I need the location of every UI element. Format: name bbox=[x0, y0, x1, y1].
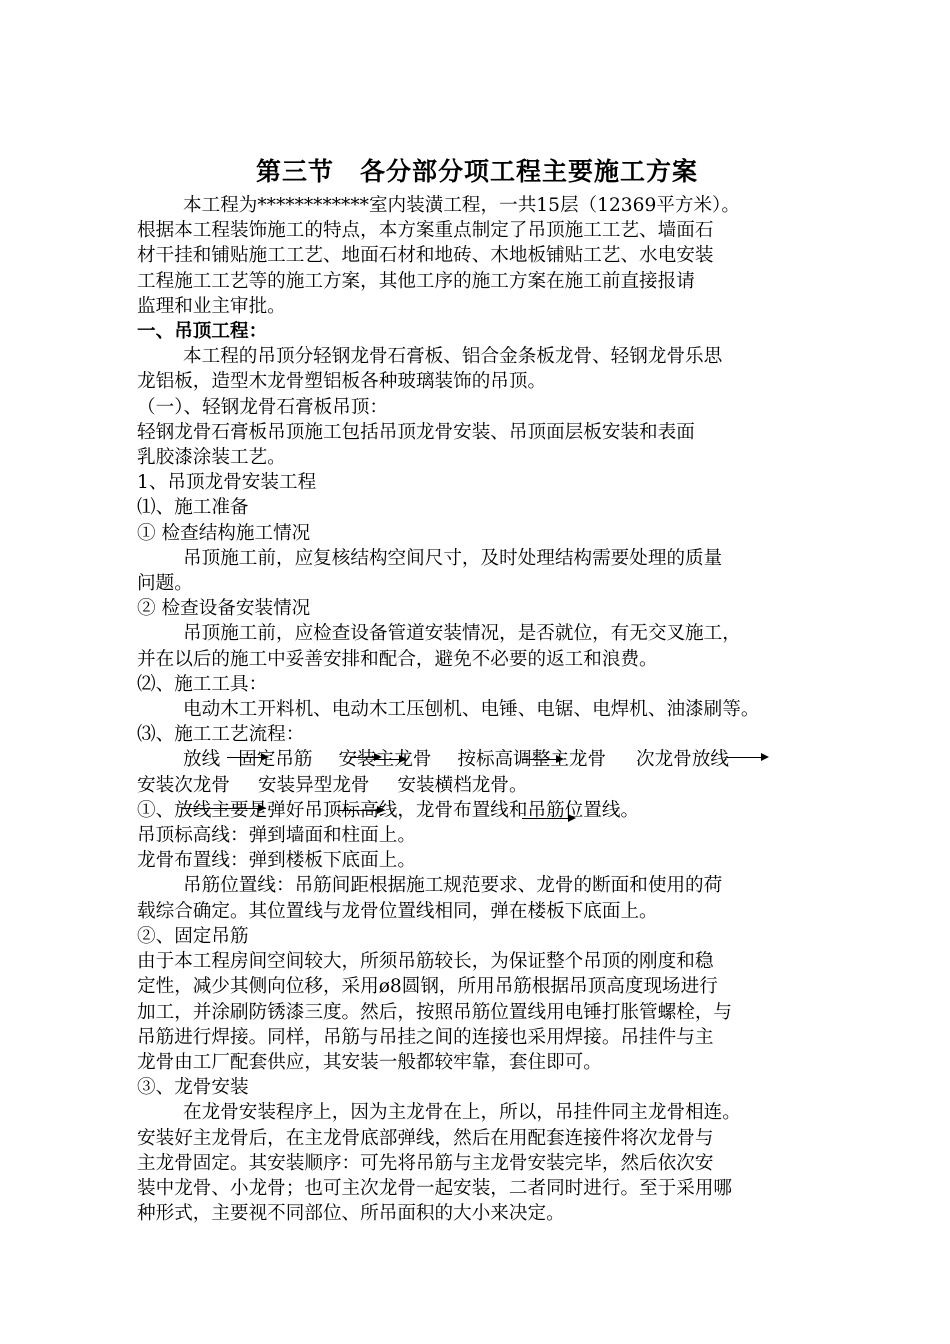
flow-arrow bbox=[375, 759, 405, 760]
item-2-paragraph-line: 加工，并涂刷防锈漆三度。然后，按照吊筋位置线用电锤打胀管螺栓，与 bbox=[137, 1001, 733, 1023]
item-2-paragraph-line: 由于本工程房间空间较大，所须吊筋较长，为保证整个吊顶的刚度和稳 bbox=[137, 951, 714, 973]
flow-arrow bbox=[727, 757, 767, 758]
item-1-detail: 吊顶标高线：弹到墙面和柱面上。 bbox=[137, 825, 416, 847]
page-title: 第三节 各分部分项工程主要施工方案 bbox=[255, 157, 698, 186]
flow-step: 次龙骨放线 bbox=[636, 749, 730, 771]
subsection-paragraph-line: 乳胶漆涂装工艺。 bbox=[137, 447, 286, 469]
flow-step: 安装异型龙骨 bbox=[257, 774, 370, 796]
process-flow-line-2 bbox=[137, 773, 817, 798]
document-page bbox=[137, 156, 817, 1226]
section-paragraph-line: 龙铝板，造型木龙骨塑铝板各种玻璃装饰的吊顶。 bbox=[137, 371, 547, 393]
item-1-line bbox=[137, 798, 817, 823]
item-1-text: ①、放线主要是弹好吊顶标高线，龙骨布置线和吊筋位置线。 bbox=[137, 799, 640, 821]
flow-arrow bbox=[182, 808, 264, 809]
flow-step: 固定吊筋 bbox=[238, 749, 313, 771]
intro-line: 监理和业主审批。 bbox=[137, 295, 286, 317]
intro-line: 本工程为************室内装潢工程，一共15层（12369平方米）。 bbox=[183, 195, 740, 216]
check-equipment-line: 并在以后的施工中妥善安排和配合，避免不必要的返工和浪费。 bbox=[137, 648, 658, 670]
step-heading: 1、吊顶龙骨安装工程 bbox=[137, 472, 317, 494]
item-2-heading: ②、固定吊筋 bbox=[137, 925, 249, 947]
section-paragraph-line: 本工程的吊顶分轻钢龙骨石膏板、铝合金条板龙骨、轻钢龙骨乐思 bbox=[183, 346, 723, 368]
item-1-detail: 龙骨布置线：弹到楼板下底面上。 bbox=[137, 850, 416, 872]
item-3-paragraph-line: 种形式，主要视不同部位、所吊面积的大小来决定。 bbox=[137, 1203, 565, 1225]
item-2-paragraph-line: 定性，减少其侧向位移，采用ø8圆钢，所用吊筋根据吊顶高度现场进行 bbox=[137, 976, 718, 998]
subsection-heading: （一）、轻钢龙骨石膏板吊顶： bbox=[137, 396, 389, 418]
intro-line: 工程施工工艺等的施工方案，其他工序的施工方案在施工前直接报请 bbox=[137, 270, 695, 292]
flow-arrow bbox=[522, 818, 574, 819]
item-3-heading: ③、龙骨安装 bbox=[137, 1077, 249, 1099]
flow-step: 安装主龙骨 bbox=[338, 749, 432, 771]
subsection-paragraph-line: 轻钢龙骨石膏板吊顶施工包括吊顶龙骨安装、吊顶面层板安装和表面 bbox=[137, 421, 695, 443]
flow-step: 按标高调整主龙骨 bbox=[457, 749, 607, 771]
check-structure-line: 吊顶施工前，应复核结构空间尺寸，及时处理结构需要处理的质量 bbox=[183, 547, 723, 569]
flow-step: 安装横档龙骨。 bbox=[397, 774, 528, 796]
item-3-paragraph-line: 安装好主龙骨后，在主龙骨底部弹线，然后在用配套连接件将次龙骨与 bbox=[137, 1127, 714, 1149]
item-3-paragraph-line: 在龙骨安装程序上，因为主龙骨在上，所以，吊挂件同主龙骨相连。 bbox=[183, 1102, 741, 1124]
flow-arrow bbox=[522, 759, 562, 760]
item-2-paragraph-line: 吊筋进行焊接。同样，吊筋与吊挂之间的连接也采用焊接。吊挂件与主 bbox=[137, 1026, 714, 1048]
intro-line: 材干挂和铺贴施工工艺、地面石材和地砖、木地板铺贴工艺、水电安装 bbox=[137, 245, 714, 267]
check-equipment-heading: ② 检查设备安装情况 bbox=[137, 598, 311, 620]
flow-step: 放线 bbox=[183, 749, 221, 771]
flow-heading: ⑶、施工工艺流程： bbox=[137, 724, 305, 746]
item-1-paragraph-line: 载综合确定。其位置线与龙骨位置线相同，弹在楼板下底面上。 bbox=[137, 900, 658, 922]
check-structure-heading: ① 检查结构施工情况 bbox=[137, 522, 311, 544]
flow-arrow bbox=[337, 810, 383, 811]
flow-arrow bbox=[227, 757, 267, 758]
item-1-paragraph-line: 吊筋位置线：吊筋间距根据施工规范要求、龙骨的断面和使用的荷 bbox=[183, 875, 723, 897]
intro-line: 根据本工程装饰施工的特点，本方案重点制定了吊顶施工工艺、墙面石 bbox=[137, 220, 714, 242]
item-3-paragraph-line: 主龙骨固定。其安装顺序：可先将吊筋与主龙骨安装完毕，然后依次安 bbox=[137, 1152, 714, 1174]
flow-step: 安装次龙骨 bbox=[137, 774, 230, 796]
item-2-paragraph-line: 龙骨由工厂配套供应，其安装一般都较牢靠，套住即可。 bbox=[137, 1051, 602, 1073]
check-equipment-line: 吊顶施工前，应检查设备管道安装情况，是否就位，有无交叉施工， bbox=[183, 623, 741, 645]
tools-heading: ⑵、施工工具： bbox=[137, 673, 268, 695]
check-structure-line: 问题。 bbox=[137, 573, 193, 595]
section-heading: 一、吊顶工程： bbox=[137, 321, 268, 343]
preparation-heading: ⑴、施工准备 bbox=[137, 497, 249, 519]
tools-list: 电动木工开料机、电动木工压刨机、电锤、电锯、电焊机、油漆刷等。 bbox=[183, 699, 760, 721]
item-3-paragraph-line: 装中龙骨、小龙骨；也可主次龙骨一起安装，二者同时进行。至于采用哪 bbox=[137, 1177, 733, 1199]
process-flow-line-1 bbox=[137, 747, 817, 772]
